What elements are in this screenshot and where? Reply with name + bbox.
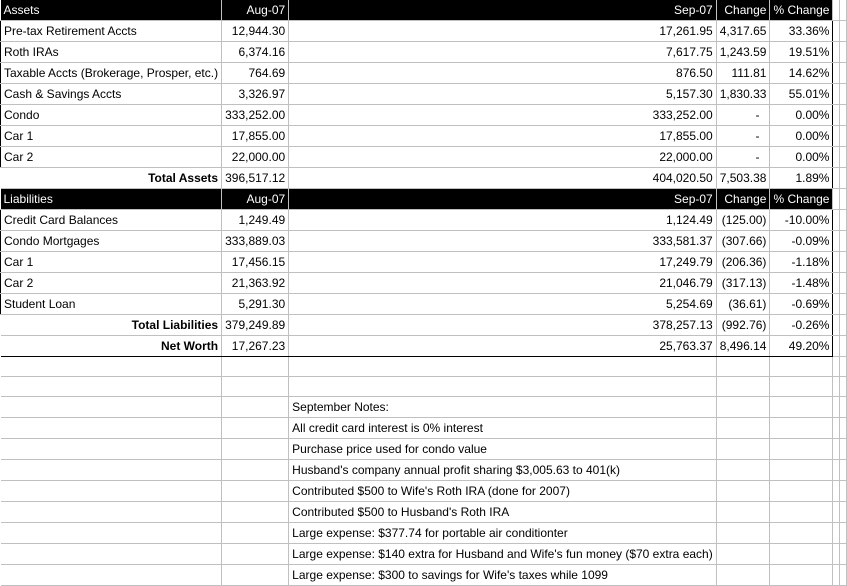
cell[interactable]: Aug-07 xyxy=(222,0,289,21)
cell[interactable] xyxy=(840,315,847,336)
cell[interactable]: -1.18% xyxy=(770,252,833,273)
cell[interactable]: -0.26% xyxy=(770,315,833,336)
total-assets-row xyxy=(1,168,847,189)
table-row xyxy=(1,481,847,502)
cell[interactable]: 333,581.37 xyxy=(289,231,717,252)
cell[interactable] xyxy=(833,0,840,21)
cell[interactable] xyxy=(770,523,833,544)
cell[interactable]: 55.01% xyxy=(770,84,833,105)
cell[interactable] xyxy=(840,147,847,168)
cell[interactable]: 14.62% xyxy=(770,63,833,84)
cell[interactable] xyxy=(840,336,847,357)
cell[interactable]: - xyxy=(716,105,770,126)
cell[interactable]: Net Worth xyxy=(1,336,222,357)
cell[interactable]: Car 1 xyxy=(1,252,222,273)
cell[interactable] xyxy=(222,544,289,565)
cell[interactable] xyxy=(840,105,847,126)
cell[interactable]: 5,254.69 xyxy=(289,294,717,315)
cell[interactable] xyxy=(716,418,770,439)
cell[interactable] xyxy=(833,21,840,42)
cell[interactable] xyxy=(840,0,847,21)
cell[interactable]: 19.51% xyxy=(770,42,833,63)
cell[interactable] xyxy=(222,565,289,586)
table-row xyxy=(1,544,847,565)
cell[interactable] xyxy=(840,377,847,397)
cell[interactable]: 25,763.37 xyxy=(289,336,717,357)
net-worth-row xyxy=(1,336,847,357)
cell[interactable]: 1,830.33 xyxy=(716,84,770,105)
note-text: Contributed $500 to Wife's Roth IRA (done for 2007) xyxy=(292,484,570,498)
note-text: Contributed $500 to Husband's Roth IRA xyxy=(292,505,510,519)
cell[interactable] xyxy=(716,397,770,418)
cell[interactable] xyxy=(840,523,847,544)
cell[interactable] xyxy=(222,377,289,397)
cell[interactable]: Car 2 xyxy=(1,147,222,168)
note-text: Husband's company annual profit sharing $3,005.63 to 401(k) xyxy=(292,463,621,477)
cell[interactable] xyxy=(833,189,840,210)
table-row xyxy=(1,294,847,315)
cell[interactable] xyxy=(833,336,840,357)
cell[interactable] xyxy=(222,397,289,418)
table-row xyxy=(1,377,847,397)
note-cell[interactable] xyxy=(289,481,717,502)
cell[interactable]: Change xyxy=(716,189,770,210)
cell[interactable] xyxy=(840,565,847,586)
note-text: All credit card interest is 0% interest xyxy=(292,421,483,435)
note-cell[interactable] xyxy=(289,439,717,460)
cell[interactable]: 764.69 xyxy=(222,63,289,84)
cell[interactable] xyxy=(833,315,840,336)
cell[interactable]: (125.00) xyxy=(716,210,770,231)
cell[interactable]: 3,326.97 xyxy=(222,84,289,105)
cell[interactable] xyxy=(770,460,833,481)
cell[interactable] xyxy=(770,418,833,439)
cell[interactable]: 333,252.00 xyxy=(222,105,289,126)
cell[interactable] xyxy=(716,565,770,586)
cell[interactable] xyxy=(833,357,840,377)
cell[interactable] xyxy=(1,377,222,397)
cell[interactable] xyxy=(770,544,833,565)
cell[interactable] xyxy=(840,84,847,105)
cell[interactable] xyxy=(222,460,289,481)
cell[interactable] xyxy=(222,481,289,502)
cell[interactable]: Credit Card Balances xyxy=(1,210,222,231)
cell[interactable]: Condo Mortgages xyxy=(1,231,222,252)
cell[interactable] xyxy=(840,126,847,147)
cell[interactable] xyxy=(1,397,222,418)
cell[interactable]: Sep-07 xyxy=(289,189,717,210)
cell[interactable]: -10.00% xyxy=(770,210,833,231)
cell[interactable] xyxy=(840,397,847,418)
cell[interactable]: % Change xyxy=(770,0,833,21)
cell[interactable]: (206.36) xyxy=(716,252,770,273)
cell[interactable] xyxy=(833,523,840,544)
table-row xyxy=(1,357,847,377)
cell[interactable]: 17,267.23 xyxy=(222,336,289,357)
cell[interactable]: Condo xyxy=(1,105,222,126)
cell[interactable]: 1,249.49 xyxy=(222,210,289,231)
cell[interactable] xyxy=(840,252,847,273)
cell[interactable] xyxy=(833,397,840,418)
table-row xyxy=(1,252,847,273)
cell[interactable] xyxy=(833,252,840,273)
note-cell[interactable] xyxy=(289,523,717,544)
cell[interactable] xyxy=(833,210,840,231)
cell[interactable] xyxy=(1,544,222,565)
cell[interactable] xyxy=(833,481,840,502)
cell[interactable] xyxy=(833,126,840,147)
cell[interactable] xyxy=(840,460,847,481)
cell[interactable] xyxy=(840,502,847,523)
table-row xyxy=(1,147,847,168)
cell[interactable]: Pre-tax Retirement Accts xyxy=(1,21,222,42)
table-row xyxy=(1,502,847,523)
cell[interactable] xyxy=(833,544,840,565)
note-text: Large expense: $140 extra for Husband and Wife's fun money ($70 extra each) xyxy=(292,547,713,561)
cell[interactable] xyxy=(840,357,847,377)
cell[interactable]: 17,855.00 xyxy=(289,126,717,147)
cell[interactable] xyxy=(716,502,770,523)
table-row xyxy=(1,397,847,418)
cell[interactable]: 404,020.50 xyxy=(289,168,717,189)
table-row xyxy=(1,21,847,42)
cell[interactable] xyxy=(770,565,833,586)
cell[interactable] xyxy=(833,84,840,105)
table-row xyxy=(1,210,847,231)
cell[interactable] xyxy=(833,42,840,63)
note-text: Large expense: $377.74 for portable air conditionter xyxy=(292,526,568,540)
cell[interactable]: 6,374.16 xyxy=(222,42,289,63)
cell[interactable]: -0.09% xyxy=(770,231,833,252)
table-row xyxy=(1,84,847,105)
table-row xyxy=(1,105,847,126)
cell[interactable]: Sep-07 xyxy=(289,0,717,21)
cell[interactable]: 12,944.30 xyxy=(222,21,289,42)
cell[interactable] xyxy=(833,439,840,460)
cell[interactable] xyxy=(1,502,222,523)
note-text: Large expense: $300 to savings for Wife's taxes while 1099 xyxy=(292,568,608,582)
cell[interactable]: Roth IRAs xyxy=(1,42,222,63)
cell[interactable]: Student Loan xyxy=(1,294,222,315)
cell[interactable] xyxy=(833,418,840,439)
cell[interactable]: 17,456.15 xyxy=(222,252,289,273)
cell[interactable]: 5,157.30 xyxy=(289,84,717,105)
cell[interactable]: 333,252.00 xyxy=(289,105,717,126)
cell[interactable]: Car 1 xyxy=(1,126,222,147)
assets-header-row xyxy=(1,0,847,21)
cell[interactable] xyxy=(770,502,833,523)
cell[interactable] xyxy=(716,357,770,377)
cell[interactable] xyxy=(1,565,222,586)
cell[interactable]: 0.00% xyxy=(770,105,833,126)
cell[interactable] xyxy=(1,523,222,544)
note-text: Purchase price used for condo value xyxy=(292,442,487,456)
note-cell[interactable] xyxy=(289,565,717,586)
cell[interactable]: 1,243.59 xyxy=(716,42,770,63)
cell[interactable] xyxy=(716,460,770,481)
cell[interactable] xyxy=(840,544,847,565)
table-row xyxy=(1,231,847,252)
cell[interactable]: 22,000.00 xyxy=(289,147,717,168)
cell[interactable]: 8,496.14 xyxy=(716,336,770,357)
cell[interactable] xyxy=(770,481,833,502)
table-row xyxy=(1,523,847,544)
cell[interactable] xyxy=(840,294,847,315)
table-row xyxy=(1,460,847,481)
cell[interactable] xyxy=(840,63,847,84)
cell[interactable]: 7,617.75 xyxy=(289,42,717,63)
cell[interactable] xyxy=(840,21,847,42)
cell[interactable]: 4,317.65 xyxy=(716,21,770,42)
cell[interactable]: Aug-07 xyxy=(222,189,289,210)
cell[interactable] xyxy=(770,377,833,397)
cell[interactable]: 1,124.49 xyxy=(289,210,717,231)
cell[interactable] xyxy=(833,273,840,294)
cell[interactable] xyxy=(833,502,840,523)
cell[interactable] xyxy=(222,523,289,544)
cell[interactable]: (36.61) xyxy=(716,294,770,315)
cell[interactable]: 22,000.00 xyxy=(222,147,289,168)
cell[interactable] xyxy=(840,168,847,189)
cell[interactable] xyxy=(840,210,847,231)
cell[interactable]: Liabilities xyxy=(1,189,222,210)
cell[interactable] xyxy=(222,418,289,439)
cell[interactable] xyxy=(833,565,840,586)
cell[interactable] xyxy=(1,439,222,460)
note-cell[interactable] xyxy=(289,460,717,481)
cell[interactable]: -1.48% xyxy=(770,273,833,294)
note-cell[interactable] xyxy=(289,502,717,523)
cell[interactable] xyxy=(1,460,222,481)
notes-title[interactable] xyxy=(289,397,717,418)
cell[interactable]: - xyxy=(716,126,770,147)
cell[interactable] xyxy=(833,63,840,84)
cell[interactable] xyxy=(840,231,847,252)
note-cell[interactable] xyxy=(289,544,717,565)
cell[interactable] xyxy=(840,481,847,502)
table-row xyxy=(1,63,847,84)
cell[interactable] xyxy=(222,502,289,523)
cell[interactable] xyxy=(833,377,840,397)
cell[interactable] xyxy=(716,481,770,502)
cell[interactable]: 17,261.95 xyxy=(289,21,717,42)
cell[interactable]: (307.66) xyxy=(716,231,770,252)
cell[interactable] xyxy=(833,168,840,189)
cell[interactable] xyxy=(770,397,833,418)
cell[interactable]: Taxable Accts (Brokerage, Prosper, etc.) xyxy=(1,63,222,84)
cell[interactable]: 17,855.00 xyxy=(222,126,289,147)
cell[interactable]: (317.13) xyxy=(716,273,770,294)
cell[interactable] xyxy=(833,147,840,168)
cell[interactable] xyxy=(289,357,717,377)
cell[interactable]: 0.00% xyxy=(770,147,833,168)
total-liabilities-row xyxy=(1,315,847,336)
table-row xyxy=(1,565,847,586)
cell[interactable] xyxy=(716,377,770,397)
cell[interactable] xyxy=(1,418,222,439)
cell[interactable]: 111.81 xyxy=(716,63,770,84)
table-row xyxy=(1,418,847,439)
cell[interactable]: 21,046.79 xyxy=(289,273,717,294)
cell[interactable]: Assets xyxy=(1,0,222,21)
cell[interactable]: 396,517.12 xyxy=(222,168,289,189)
cell[interactable]: % Change xyxy=(770,189,833,210)
cell[interactable] xyxy=(222,357,289,377)
cell[interactable]: Change xyxy=(716,0,770,21)
cell[interactable]: 7,503.38 xyxy=(716,168,770,189)
cell[interactable]: Car 2 xyxy=(1,273,222,294)
cell[interactable] xyxy=(1,357,222,377)
cell[interactable]: 333,889.03 xyxy=(222,231,289,252)
cell[interactable] xyxy=(840,42,847,63)
cell[interactable]: Total Assets xyxy=(1,168,222,189)
cell[interactable]: 33.36% xyxy=(770,21,833,42)
cell[interactable] xyxy=(289,377,717,397)
cell[interactable]: 0.00% xyxy=(770,126,833,147)
cell[interactable] xyxy=(716,439,770,460)
cell[interactable] xyxy=(1,481,222,502)
note-cell[interactable] xyxy=(289,418,717,439)
cell[interactable] xyxy=(833,460,840,481)
cell[interactable] xyxy=(770,439,833,460)
cell[interactable]: - xyxy=(716,147,770,168)
cell[interactable] xyxy=(222,439,289,460)
cell[interactable] xyxy=(833,231,840,252)
cell[interactable]: (992.76) xyxy=(716,315,770,336)
cell[interactable]: 876.50 xyxy=(289,63,717,84)
cell[interactable]: 1.89% xyxy=(770,168,833,189)
table-row xyxy=(1,126,847,147)
table-row xyxy=(1,439,847,460)
liabilities-header-row xyxy=(1,189,847,210)
cell[interactable]: 21,363.92 xyxy=(222,273,289,294)
cell[interactable] xyxy=(840,439,847,460)
cell[interactable] xyxy=(840,189,847,210)
note-text: September Notes: xyxy=(292,400,389,414)
cell[interactable] xyxy=(770,357,833,377)
cell[interactable] xyxy=(833,294,840,315)
cell[interactable] xyxy=(840,418,847,439)
cell[interactable]: 378,257.13 xyxy=(289,315,717,336)
cell[interactable]: Total Liabilities xyxy=(1,315,222,336)
cell[interactable] xyxy=(833,105,840,126)
cell[interactable]: 379,249.89 xyxy=(222,315,289,336)
cell[interactable] xyxy=(716,523,770,544)
table-row xyxy=(1,273,847,294)
cell[interactable]: 5,291.30 xyxy=(222,294,289,315)
cell[interactable] xyxy=(840,273,847,294)
cell[interactable]: 17,249.79 xyxy=(289,252,717,273)
cell[interactable]: -0.69% xyxy=(770,294,833,315)
cell[interactable]: 49.20% xyxy=(770,336,833,357)
cell[interactable]: Cash & Savings Accts xyxy=(1,84,222,105)
table-row xyxy=(1,42,847,63)
cell[interactable] xyxy=(716,544,770,565)
